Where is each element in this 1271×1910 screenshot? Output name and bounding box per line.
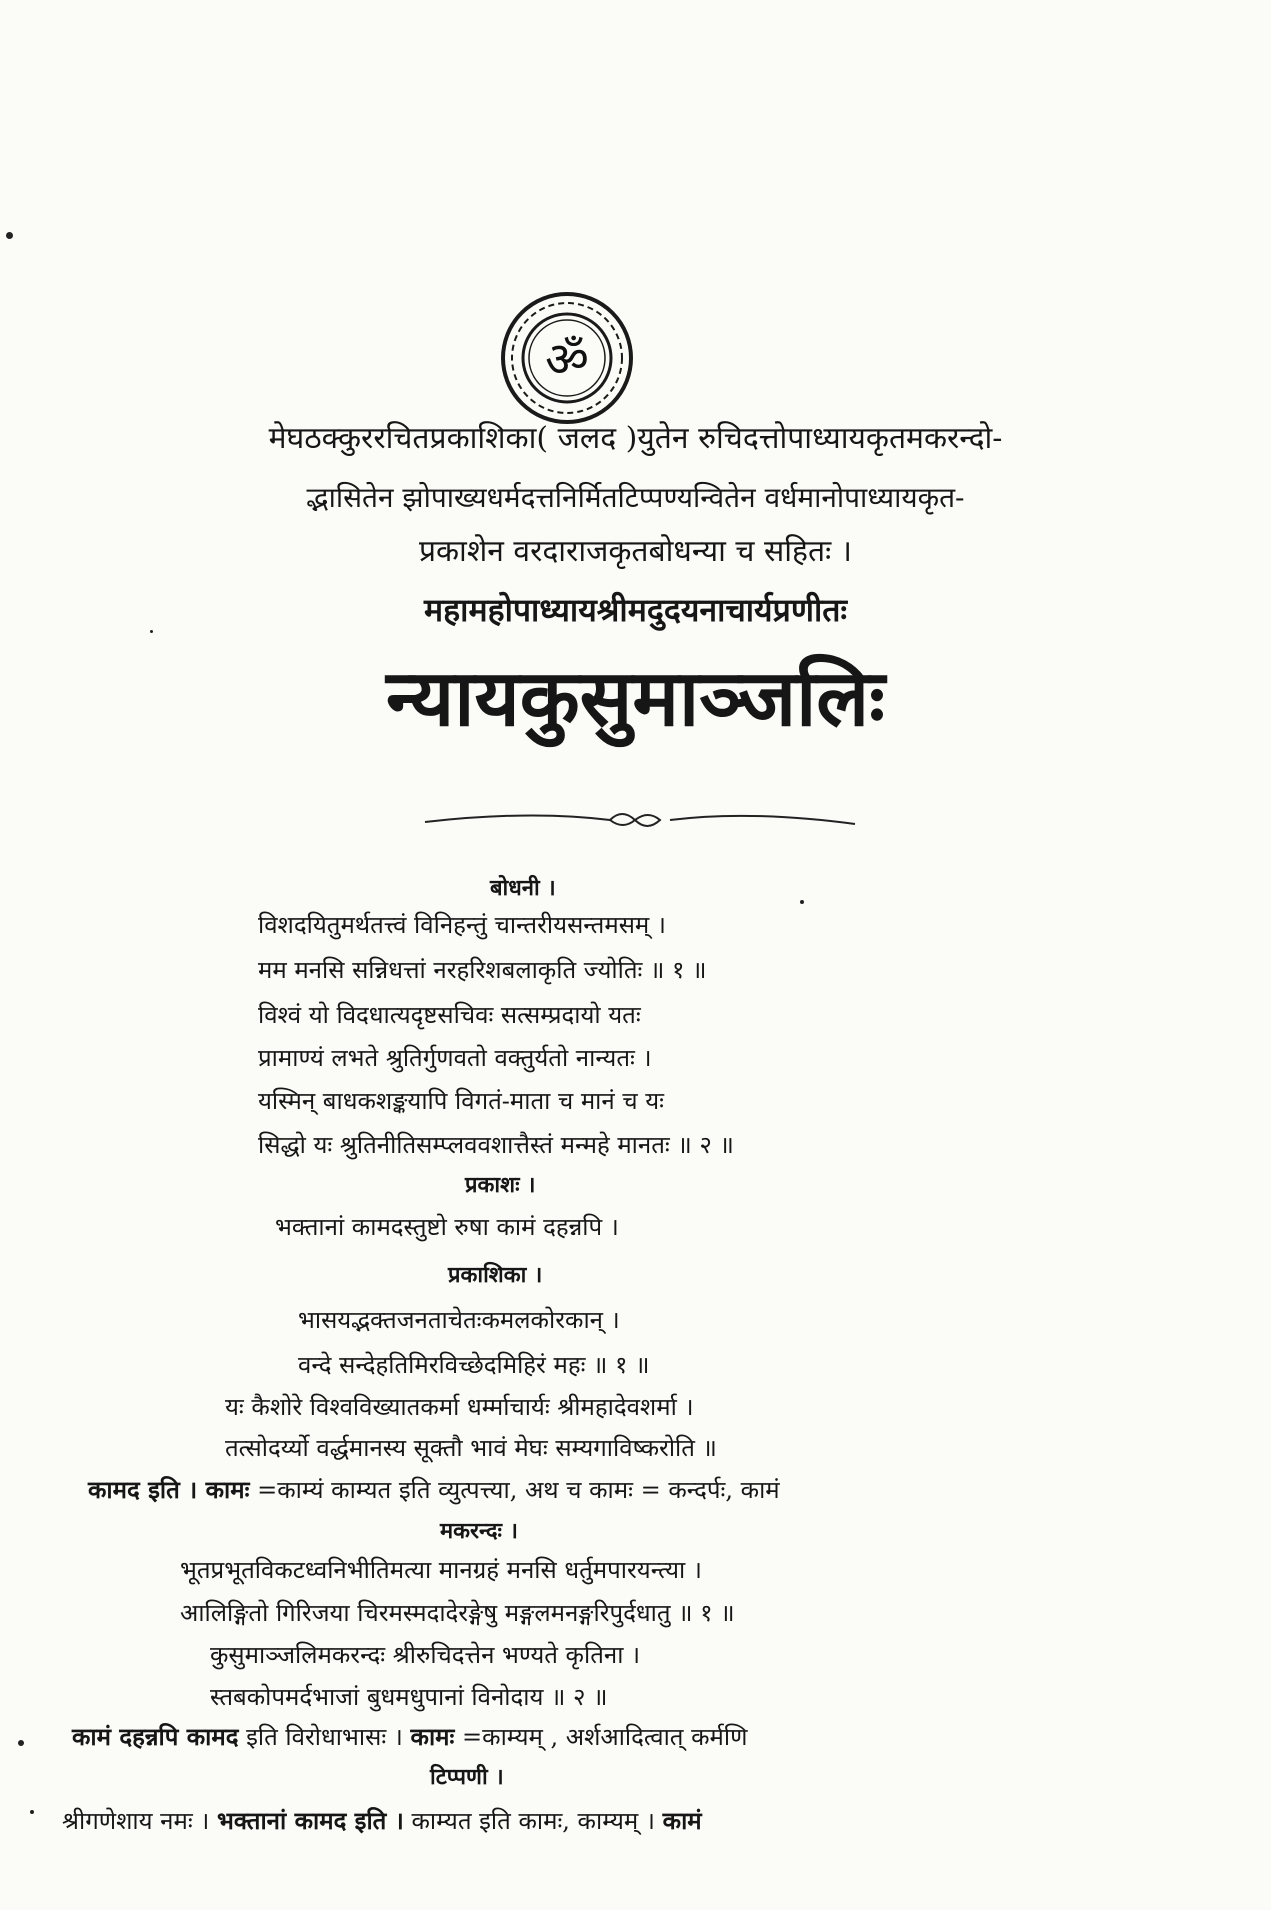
bodhani-line-1: विशदयितुमर्थतत्त्वं विनिहन्तुं चान्तरीयसन्तमसम् । (258, 911, 667, 939)
makaranda-mid-text: इति विरोधाभासः । (246, 1723, 403, 1751)
bodhani-line-3: विश्वं यो विदधात्यदृष्टसचिवः सत्सम्प्रदायो यतः (258, 1001, 641, 1029)
prakashika-line-1: भासयद्भक्तजनताचेतःकमलकोरकान् । (298, 1306, 620, 1334)
bodhani-line-4: प्रामाण्यं लभते श्रुतिर्गुणवतो वक्तुर्यतो नान्यतः । (258, 1044, 652, 1072)
tippani-bold-lemma: भक्तानां कामद इति । (217, 1806, 404, 1835)
ornamental-divider (420, 800, 860, 840)
tippani-text: काम्यत इति कामः, काम्यम् । (411, 1807, 655, 1835)
om-emblem-icon (497, 288, 637, 428)
makaranda-bold-lemma: कामं दहन्नपि कामद (72, 1722, 239, 1751)
makaranda-comment (72, 1722, 747, 1752)
page-title: न्यायकुसुमाञ्जलिः (386, 653, 885, 744)
prakashika-line-3: यः कैशोरे विश्वविख्यातकर्मा धर्म्माचार्यः श्रीमहादेवशर्मा । (225, 1393, 694, 1421)
header-line-1: मेघठक्कुररचितप्रकाशिका( जलद )युतेन रुचिदत्तोपाध्यायकृतमकरन्दो- (268, 421, 1003, 456)
makaranda-bold-term: कामः (410, 1722, 455, 1751)
makaranda-line-3: कुसुमाञ्जलिमकरन्दः श्रीरुचिदत्तेन भण्यते कृतिना । (210, 1641, 641, 1669)
makaranda-line-1: भूतप्रभूतविकटध्वनिभीतिमत्या मानग्रहं मनसि धर्तुमपारयन्त्या । (180, 1556, 702, 1584)
bodhani-line-6: सिद्धो यः श्रुतिनीतिसम्प्लववशात्तैस्तं मन्महे मानतः ॥ २ ॥ (258, 1131, 734, 1159)
tippani-heading: टिप्पणी । (430, 1764, 504, 1790)
comment-text: =काम्यं काम्यत इति व्युत्पत्त्या, अथ च कामः = कन्दर्पः, कामं (257, 1476, 780, 1504)
prakashika-heading: प्रकाशिका । (448, 1262, 543, 1288)
tippani-line (62, 1806, 702, 1836)
bodhani-line-2: मम मनसि सन्निधत्तां नरहरिशबलाकृति ज्योतिः ॥ १ ॥ (258, 956, 707, 984)
header-author-line: महामहोपाध्यायश्रीमदुदयनाचार्यप्रणीतः (424, 591, 847, 629)
print-speck (800, 900, 804, 904)
header-line-2: द्भासितेन झोपाख्यधर्मदत्तनिर्मितटिप्पण्यन्वितेन वर्धमानोपाध्यायकृत- (306, 481, 965, 514)
tippani-lead: श्रीगणेशाय नमः । (62, 1807, 210, 1835)
prakashika-line-4: तत्सोदर्य्यो वर्द्धमानस्य सूक्तौ भावं मेघः सम्यगाविष्करोति ॥ (225, 1434, 717, 1462)
makaranda-heading: मकरन्दः । (440, 1518, 518, 1544)
bodhani-line-5: यस्मिन् बाधकशङ्कयापि विगतं-माता च मानं च यः (258, 1087, 664, 1115)
prakasha-line: भक्तानां कामदस्तुष्टो रुषा कामं दहन्नपि । (275, 1213, 619, 1241)
print-speck (6, 232, 13, 239)
comment-bold-lemma: कामद इति । कामः (88, 1475, 250, 1504)
makaranda-line-2: आलिङ्गितो गिरिजया चिरमस्मदादेरङ्गेषु मङ्गलमनङ्गरिपुर्दधातु ॥ १ ॥ (180, 1599, 735, 1627)
bodhani-heading: बोधनी । (490, 875, 556, 901)
om-symbol: ॐ (545, 332, 589, 388)
print-speck (18, 1740, 24, 1746)
print-speck (150, 630, 153, 633)
prakashika-line-2: वन्दे सन्देहतिमिरविच्छेदमिहिरं महः ॥ १ ॥ (298, 1351, 650, 1379)
print-speck (30, 1810, 34, 1814)
tippani-tail: कामं (662, 1806, 702, 1835)
makaranda-line-4: स्तबकोपमर्दभाजां बुधमधुपानां विनोदाय ॥ २ ॥ (210, 1683, 608, 1711)
prakashika-comment (88, 1475, 780, 1505)
prakasha-heading: प्रकाशः । (465, 1172, 536, 1198)
header-line-3: प्रकाशेन वरदाराजकृतबोधन्या च सहितः । (418, 534, 853, 569)
makaranda-comment-text: =काम्यम् , अर्शआदित्वात् कर्मणि (462, 1723, 748, 1751)
